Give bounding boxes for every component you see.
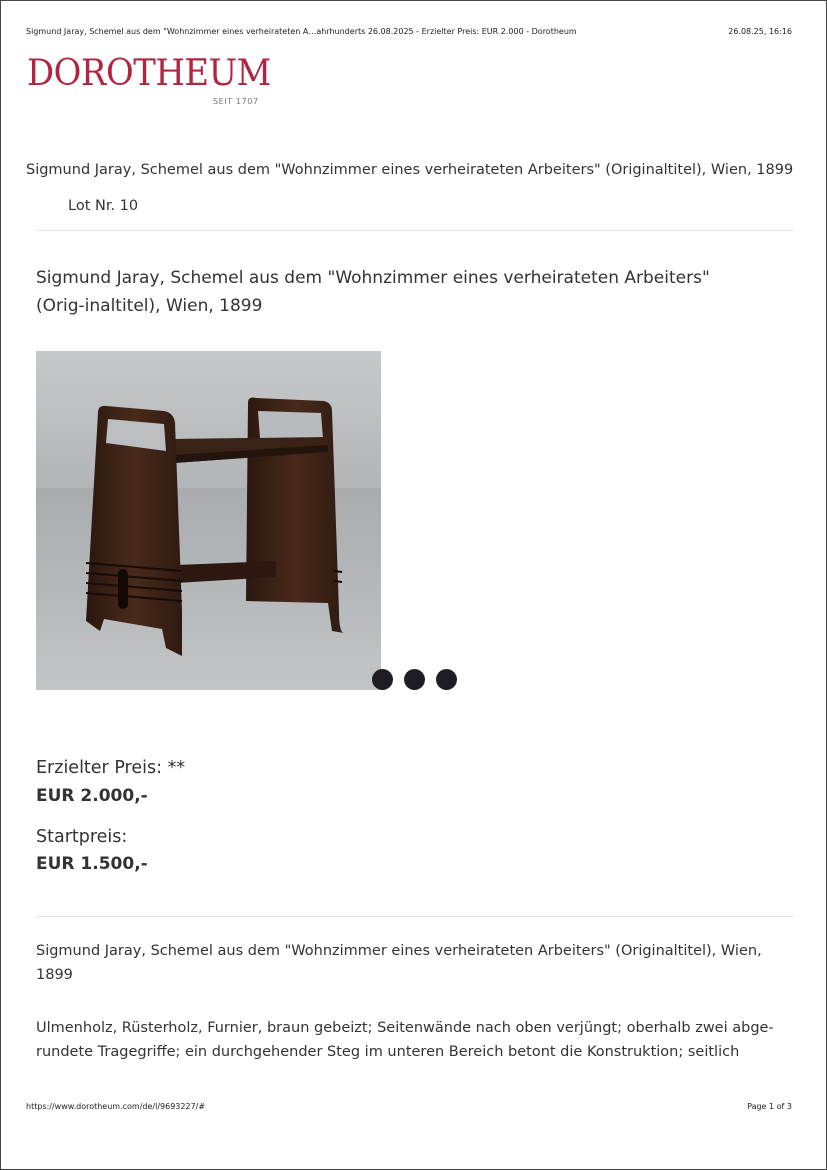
start-price-label: Startpreis: [36, 827, 128, 847]
divider [36, 916, 793, 917]
gallery-dot[interactable] [436, 669, 457, 690]
stool-photo[interactable] [36, 351, 381, 690]
print-footer-url: https://www.dorotheum.com/de/l/9693227/# [26, 1102, 206, 1111]
description-title: Sigmund Jaray, Schemel aus dem "Wohnzimmer eines verheirateten Arbeiters" (Originaltitel), Wien, 1899 [36, 943, 762, 983]
print-header-datetime: 26.08.25, 16:16 [728, 27, 792, 36]
achieved-price-value: EUR 2.000,- [36, 786, 148, 806]
header-lot-title: Sigmund Jaray, Schemel aus dem "Wohnzimmer eines verheirateten Arbeiters" (Originaltitel), Wien, 1899 [26, 162, 794, 178]
print-header-title: Sigmund Jaray, Schemel aus dem "Wohnzimmer eines verheirateten A…ahrhunderts 26.08.2025 - Erzielter Preis: EUR 2.000 - Dorotheum [26, 27, 577, 36]
lot-number: Lot Nr. 10 [68, 198, 139, 214]
divider [36, 230, 793, 231]
description-body: Ulmenholz, Rüsterholz, Furnier, braun gebeizt; Seitenwände nach oben verjüngt; oberhalb zwei abge-rundete Tragegriffe; ein durchgehender Steg im unteren Bereich betont die Konstruktion; seitlich [36, 1020, 774, 1060]
dorotheum-logo[interactable]: DOROTHEUM [27, 53, 271, 94]
page-title: Sigmund Jaray, Schemel aus dem "Wohnzimmer eines verheirateten Arbeiters" (Orig-inaltitel), Wien, 1899 [36, 268, 710, 316]
achieved-price-label: Erzielter Preis: ** [36, 758, 186, 778]
logo-tagline: SEIT 1707 [213, 97, 259, 106]
start-price-value: EUR 1.500,- [36, 854, 148, 874]
gallery-dot[interactable] [404, 669, 425, 690]
print-footer-page: Page 1 of 3 [747, 1102, 792, 1111]
gallery-dot[interactable] [372, 669, 393, 690]
